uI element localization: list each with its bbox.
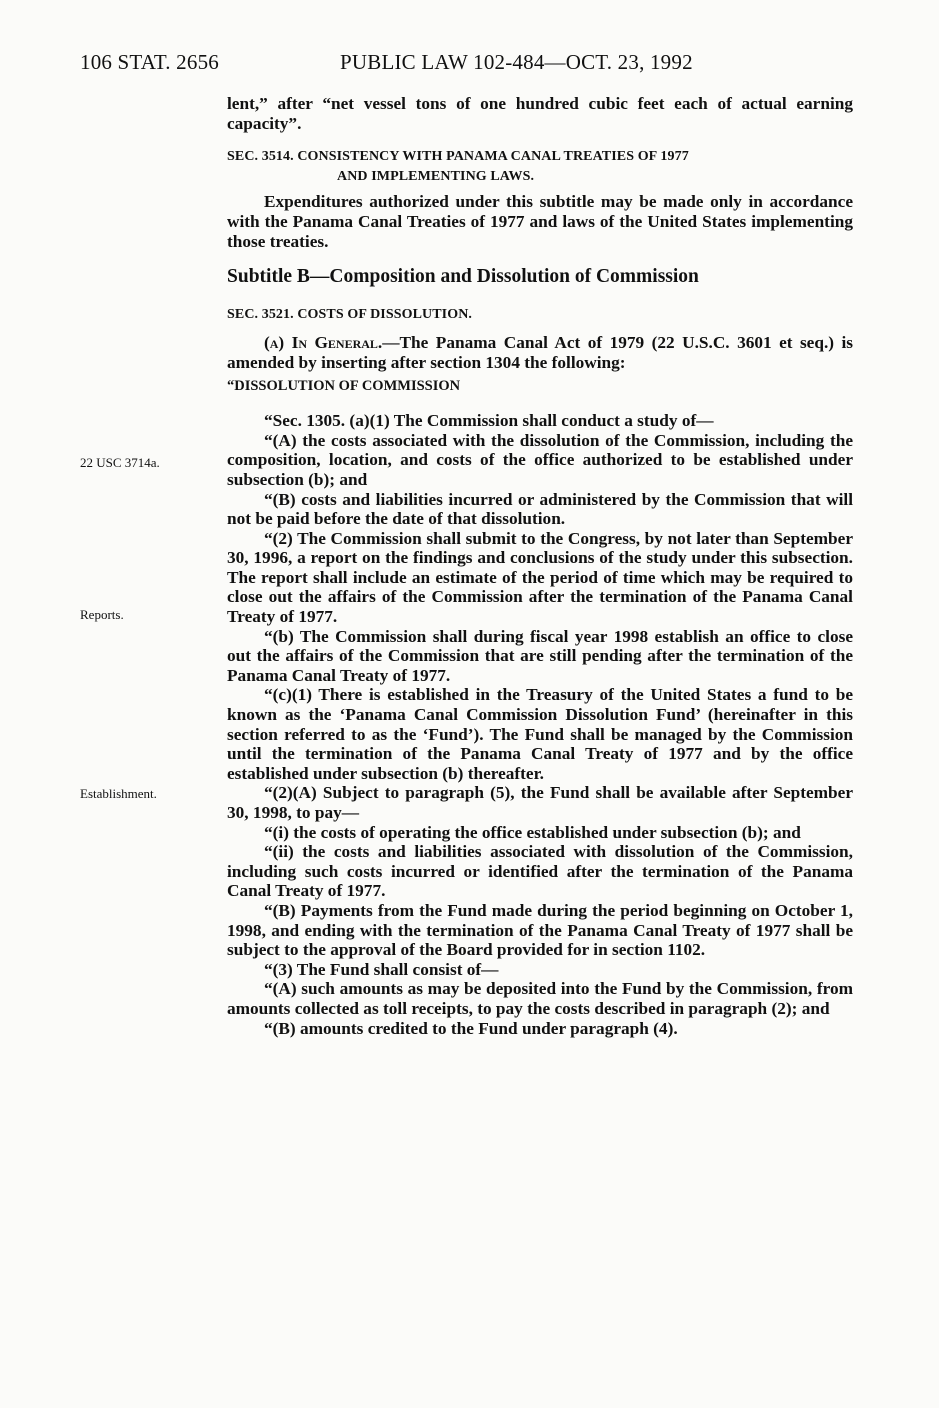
dissolution-caption: “DISSOLUTION OF COMMISSION <box>227 377 461 394</box>
section-3521-heading: SEC. 3521. COSTS OF DISSOLUTION. <box>227 306 473 322</box>
sec-1305-c2A: “(2)(A) Subject to paragraph (5), the Fund shall be available after September 30, 1998, to pay— <box>227 783 853 822</box>
sec-1305-c3: “(3) The Fund shall consist of— <box>264 959 499 979</box>
sec-1305-c2B: “(B) Payments from the Fund made during the period beginning on October 1, 1998, and ending with the termination of the Panama Canal Treaty of 1977 shall be subject to the approval of the Board provided for in section 1102. <box>227 900 853 960</box>
page-body <box>227 94 853 1038</box>
subtitle-b-heading: Subtitle B—Composition and Dissolution of Commission <box>227 266 699 288</box>
paragraph-continuation: lent,” after “net vessel tons of one hundred cubic feet each of actual earning capacity”. <box>227 94 853 133</box>
section-3514-text: Expenditures authorized under this subtitle may be made only in accordance with the Panama Canal Treaties of 1977 and laws of the United States implementing those treaties. <box>227 192 853 251</box>
margin-note-establishment: Establishment. <box>80 786 157 801</box>
section-3514-heading-line1: SEC. 3514. CONSISTENCY WITH PANAMA CANAL TREATIES OF 1977 <box>227 149 689 165</box>
public-law-citation: PUBLIC LAW 102-484—OCT. 23, 1992 <box>340 50 693 74</box>
sec-1305-b: “(b) The Commission shall during fiscal year 1998 establish an office to close out the affairs of the Commission that are still pending after the termination of the Panama Canal Treaty of 1977. <box>227 626 853 685</box>
sec-1305-a1-B: “(B) costs and liabilities incurred or administered by the Commission that will not be paid before the date of that dissolution. <box>227 489 853 529</box>
section-3514-heading-line2: AND IMPLEMENTING LAWS. <box>337 168 535 184</box>
in-general-text: —The Panama Canal Act of 1979 (22 U.S.C. 3601 et seq.) is amended by inserting after section 1304 the following: <box>227 333 854 372</box>
margin-note-usc: 22 USC 3714a. <box>80 455 160 470</box>
sec-1305-c3-A: “(A) such amounts as may be deposited into the Fund by the Commission, from amounts collected as toll receipts, to pay the costs described in paragraph (2); and <box>227 979 853 1018</box>
stat-page-number: 106 STAT. 2656 <box>80 50 219 74</box>
section-3521-subsection-a <box>227 333 853 372</box>
section-3514-heading <box>227 147 853 186</box>
in-general-lead: (a) In General. <box>264 333 383 353</box>
sec-1305-c2A-i: “(i) the costs of operating the office established under subsection (b); and <box>264 822 801 842</box>
margin-note-reports: Reports. <box>80 607 124 622</box>
sec-1305-c2A-ii: “(ii) the costs and liabilities associated with dissolution of the Commission, including such costs incurred or identified after the termination of the Panama Canal Treaty of 1977. <box>227 842 853 901</box>
sec-1305-a2: “(2) The Commission shall submit to the Congress, by not later than September 30, 1996, a report on the findings and conclusions of the study under this subsection. The report shall include an estimate of the period of time which may be required to close out the affairs of the Commission after the termination of the Panama Canal Treaty of 1977. <box>227 528 853 627</box>
sec-1305-a1: “Sec. 1305. (a)(1) The Commission shall conduct a study of— <box>264 411 714 431</box>
sec-1305-c1: “(c)(1) There is established in the Treasury of the United States a fund to be known as the ‘Panama Canal Commission Dissolution Fund’ (hereinafter in this section referred to as the ‘Fund’). The Fund shall be managed by the Commission until the termination of the Panama Canal Treaty of 1977 and by the office established under subsection (b) thereafter. <box>227 685 853 783</box>
sec-1305-a1-A: “(A) the costs associated with the dissolution of the Commission, including the composition, location, and costs of the office authorized to be established under subsection (b); and <box>227 430 853 489</box>
sec-1305-c3-B: “(B) amounts credited to the Fund under paragraph (4). <box>264 1018 678 1038</box>
